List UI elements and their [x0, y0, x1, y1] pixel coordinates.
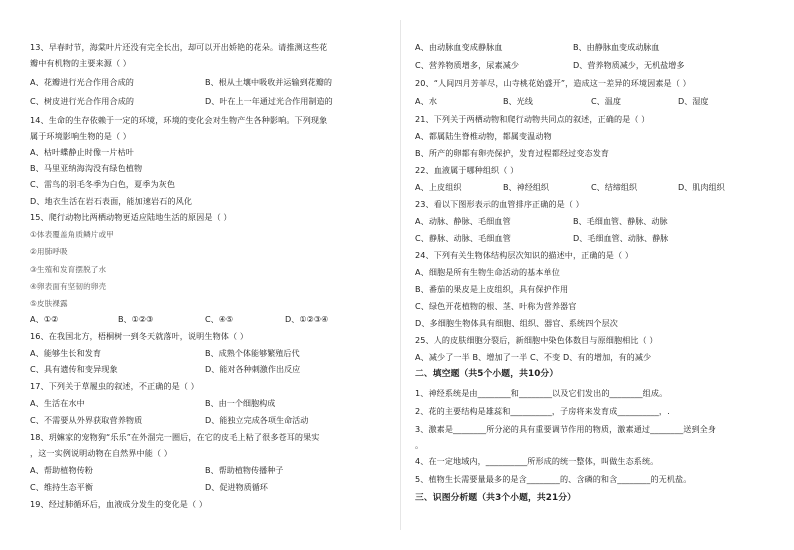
q20-option-d: D、湿度 — [678, 96, 709, 106]
q18-option-a: A、帮助植物传粉 — [30, 465, 93, 475]
q16-option-b: B、成熟个体能够繁殖后代 — [205, 348, 300, 358]
q15-stem: 15、爬行动物比两栖动物更适应陆地生活的原因是（ ） — [30, 212, 232, 222]
q15-item-4: ④卵表面有坚韧的卵壳 — [30, 282, 107, 291]
q15-option-b: B、①②③ — [118, 314, 154, 324]
q19-option-a: A、由动脉血变成静脉血 — [415, 42, 503, 52]
q16-stem: 16、在我国北方，梧桐树一到冬天就落叶，说明生物体（ ） — [30, 331, 249, 341]
q18-option-d: D、促进物质循环 — [205, 482, 268, 492]
q17-option-a: A、生活在水中 — [30, 398, 85, 408]
q15-item-3: ③生殖和发育摆脱了水 — [30, 265, 107, 274]
q24-stem: 24、下列有关生物体结构层次知识的描述中，正确的是（ ） — [415, 250, 634, 260]
q15-option-a: A、①② — [30, 314, 59, 324]
q15-item-1: ①体表覆盖角质鳞片或甲 — [30, 230, 114, 239]
q13-option-a: A、花瓣进行光合作用合成的 — [30, 77, 134, 87]
q22-option-a: A、上皮组织 — [415, 182, 462, 192]
fill-3: 3、激素是________所分泌的具有重要调节作用的物质，激素通过________送到全身 — [415, 424, 717, 434]
q24-option-b: B、番茄的果皮是上皮组织，具有保护作用 — [415, 284, 569, 294]
q17-option-b: B、由一个细胞构成 — [205, 398, 276, 408]
fill-2: 2、花的主要结构是雄蕊和__________，子房将来发育成__________，. — [415, 406, 670, 416]
q14-option-d: D、地衣生活在岩石表面，能加速岩石的风化 — [30, 196, 193, 206]
q21-stem: 21、下列关于两栖动物和爬行动物共同点的叙述，正确的是（ ） — [415, 114, 650, 124]
q19-option-b: B、由静脉血变成动脉血 — [573, 42, 660, 52]
q20-stem: 20、“人间四月芳菲尽，山寺桃花始盛开”，造成这一差异的环境因素是（ ） — [415, 78, 691, 88]
q16-option-d: D、能对各种刺激作出反应 — [205, 364, 301, 374]
q15-option-c: C、④⑤ — [205, 314, 234, 324]
q14-option-b: B、马里亚纳海沟没有绿色植物 — [30, 163, 143, 173]
q16-option-c: C、具有遗传和变异现象 — [30, 364, 118, 374]
q13-stem-cont: 瓣中有机物的主要来源（ ） — [30, 58, 131, 68]
q14-stem: 14、生命的生存依赖于一定的环境，环境的变化会对生物产生各种影响。下列现象 — [30, 115, 328, 125]
q20-option-a: A、水 — [415, 96, 438, 106]
q14-option-c: C、雷鸟的羽毛冬季为白色，夏季为灰色 — [30, 179, 176, 189]
q17-stem: 17、下列关于草履虫的叙述，不正确的是（ ） — [30, 381, 199, 391]
column-divider — [400, 20, 401, 530]
q16-option-a: A、能够生长和发育 — [30, 348, 102, 358]
section-diagram-title: 三、识图分析题（共3个小题，共21分） — [415, 493, 577, 503]
q19-stem: 19、经过肺循环后，血液成分发生的变化是（ ） — [30, 499, 208, 509]
section-fill-in-title: 二、填空题（共5个小题，共10分） — [415, 369, 559, 379]
q15-item-5: ⑤皮肤裸露 — [30, 299, 68, 308]
q25-stem: 25、人的皮肤细胞分裂后，新细胞中染色体数目与原细胞相比（ ） — [415, 335, 658, 345]
q25-options: A、减少了一半 B、增加了一半 C、不变 D、有的增加，有的减少 — [415, 352, 652, 362]
q18-stem-cont: ，这一实例说明动物在自然界中能（ ） — [30, 448, 172, 458]
q13-option-c: C、树皮进行光合作用合成的 — [30, 96, 135, 106]
q22-option-b: B、神经组织 — [503, 182, 550, 192]
q15-item-2: ②用肺呼吸 — [30, 247, 68, 256]
q23-stem: 23、看以下图形表示的血管排序正确的是（ ） — [415, 199, 584, 209]
q23-option-a: A、动脉、静脉、毛细血管 — [415, 216, 511, 226]
q24-option-c: C、绿色开花植物的根、茎、叶称为营养器官 — [415, 301, 577, 311]
fill-1: 1、神经系统是由________和________以及它们发出的________组成。 — [415, 388, 668, 398]
q13-stem: 13、早春时节，海棠叶片还没有完全长出，却可以开出娇艳的花朵。请推测这些花 — [30, 42, 328, 52]
q14-stem-cont: 属于环境影响生物的是（ ） — [30, 131, 131, 141]
q18-option-c: C、维持生态平衡 — [30, 482, 94, 492]
q17-option-d: D、能独立完成各项生命活动 — [205, 415, 309, 425]
q19-option-d: D、营养物质减少，无机盐增多 — [573, 60, 685, 70]
q24-option-a: A、细胞是所有生物生命活动的基本单位 — [415, 267, 560, 277]
q21-option-b: B、所产的卵都有卵壳保护，发育过程都经过变态发育 — [415, 148, 610, 158]
q17-option-c: C、不需要从外界获取营养物质 — [30, 415, 143, 425]
q15-option-d: D、①②③④ — [285, 314, 329, 324]
q23-option-c: C、静脉、动脉、毛细血管 — [415, 233, 511, 243]
q21-option-a: A、都属陆生脊椎动物，都属变温动物 — [415, 131, 552, 141]
q18-stem: 18、玥嫲家的宠物狗“乐乐”在外溜完一圈后，在它的皮毛上粘了很多苍耳的果实 — [30, 432, 320, 442]
fill-3-cont: 。 — [415, 440, 424, 450]
fill-4: 4、在一定地域内，__________所形成的统一整体，叫做生态系统。 — [415, 456, 659, 466]
q23-option-d: D、毛细血管、动脉、静脉 — [573, 233, 669, 243]
q24-option-d: D、多细胞生物体具有细胞、组织、器官、系统四个层次 — [415, 318, 618, 328]
q22-option-d: D、肌肉组织 — [678, 182, 725, 192]
q20-option-c: C、温度 — [591, 96, 621, 106]
q18-option-b: B、帮助植物传播种子 — [205, 465, 284, 475]
q19-option-c: C、营养物质增多，尿素减少 — [415, 60, 520, 70]
q23-option-b: B、毛细血管、静脉、动脉 — [573, 216, 668, 226]
fill-5: 5、植物生长需要量最多的是含________的、含磷的和含________的无机盐。 — [415, 474, 692, 484]
q22-stem: 22、血液属于哪种组织（ ） — [415, 165, 519, 175]
q14-option-a: A、枯叶蝶静止时像一片枯叶 — [30, 147, 134, 157]
q13-option-b: B、根从土壤中吸收并运输到花瓣的 — [205, 77, 332, 87]
q22-option-c: C、结缔组织 — [591, 182, 638, 192]
q13-option-d: D、叶在上一年通过光合作用制造的 — [205, 96, 333, 106]
q20-option-b: B、光线 — [503, 96, 533, 106]
